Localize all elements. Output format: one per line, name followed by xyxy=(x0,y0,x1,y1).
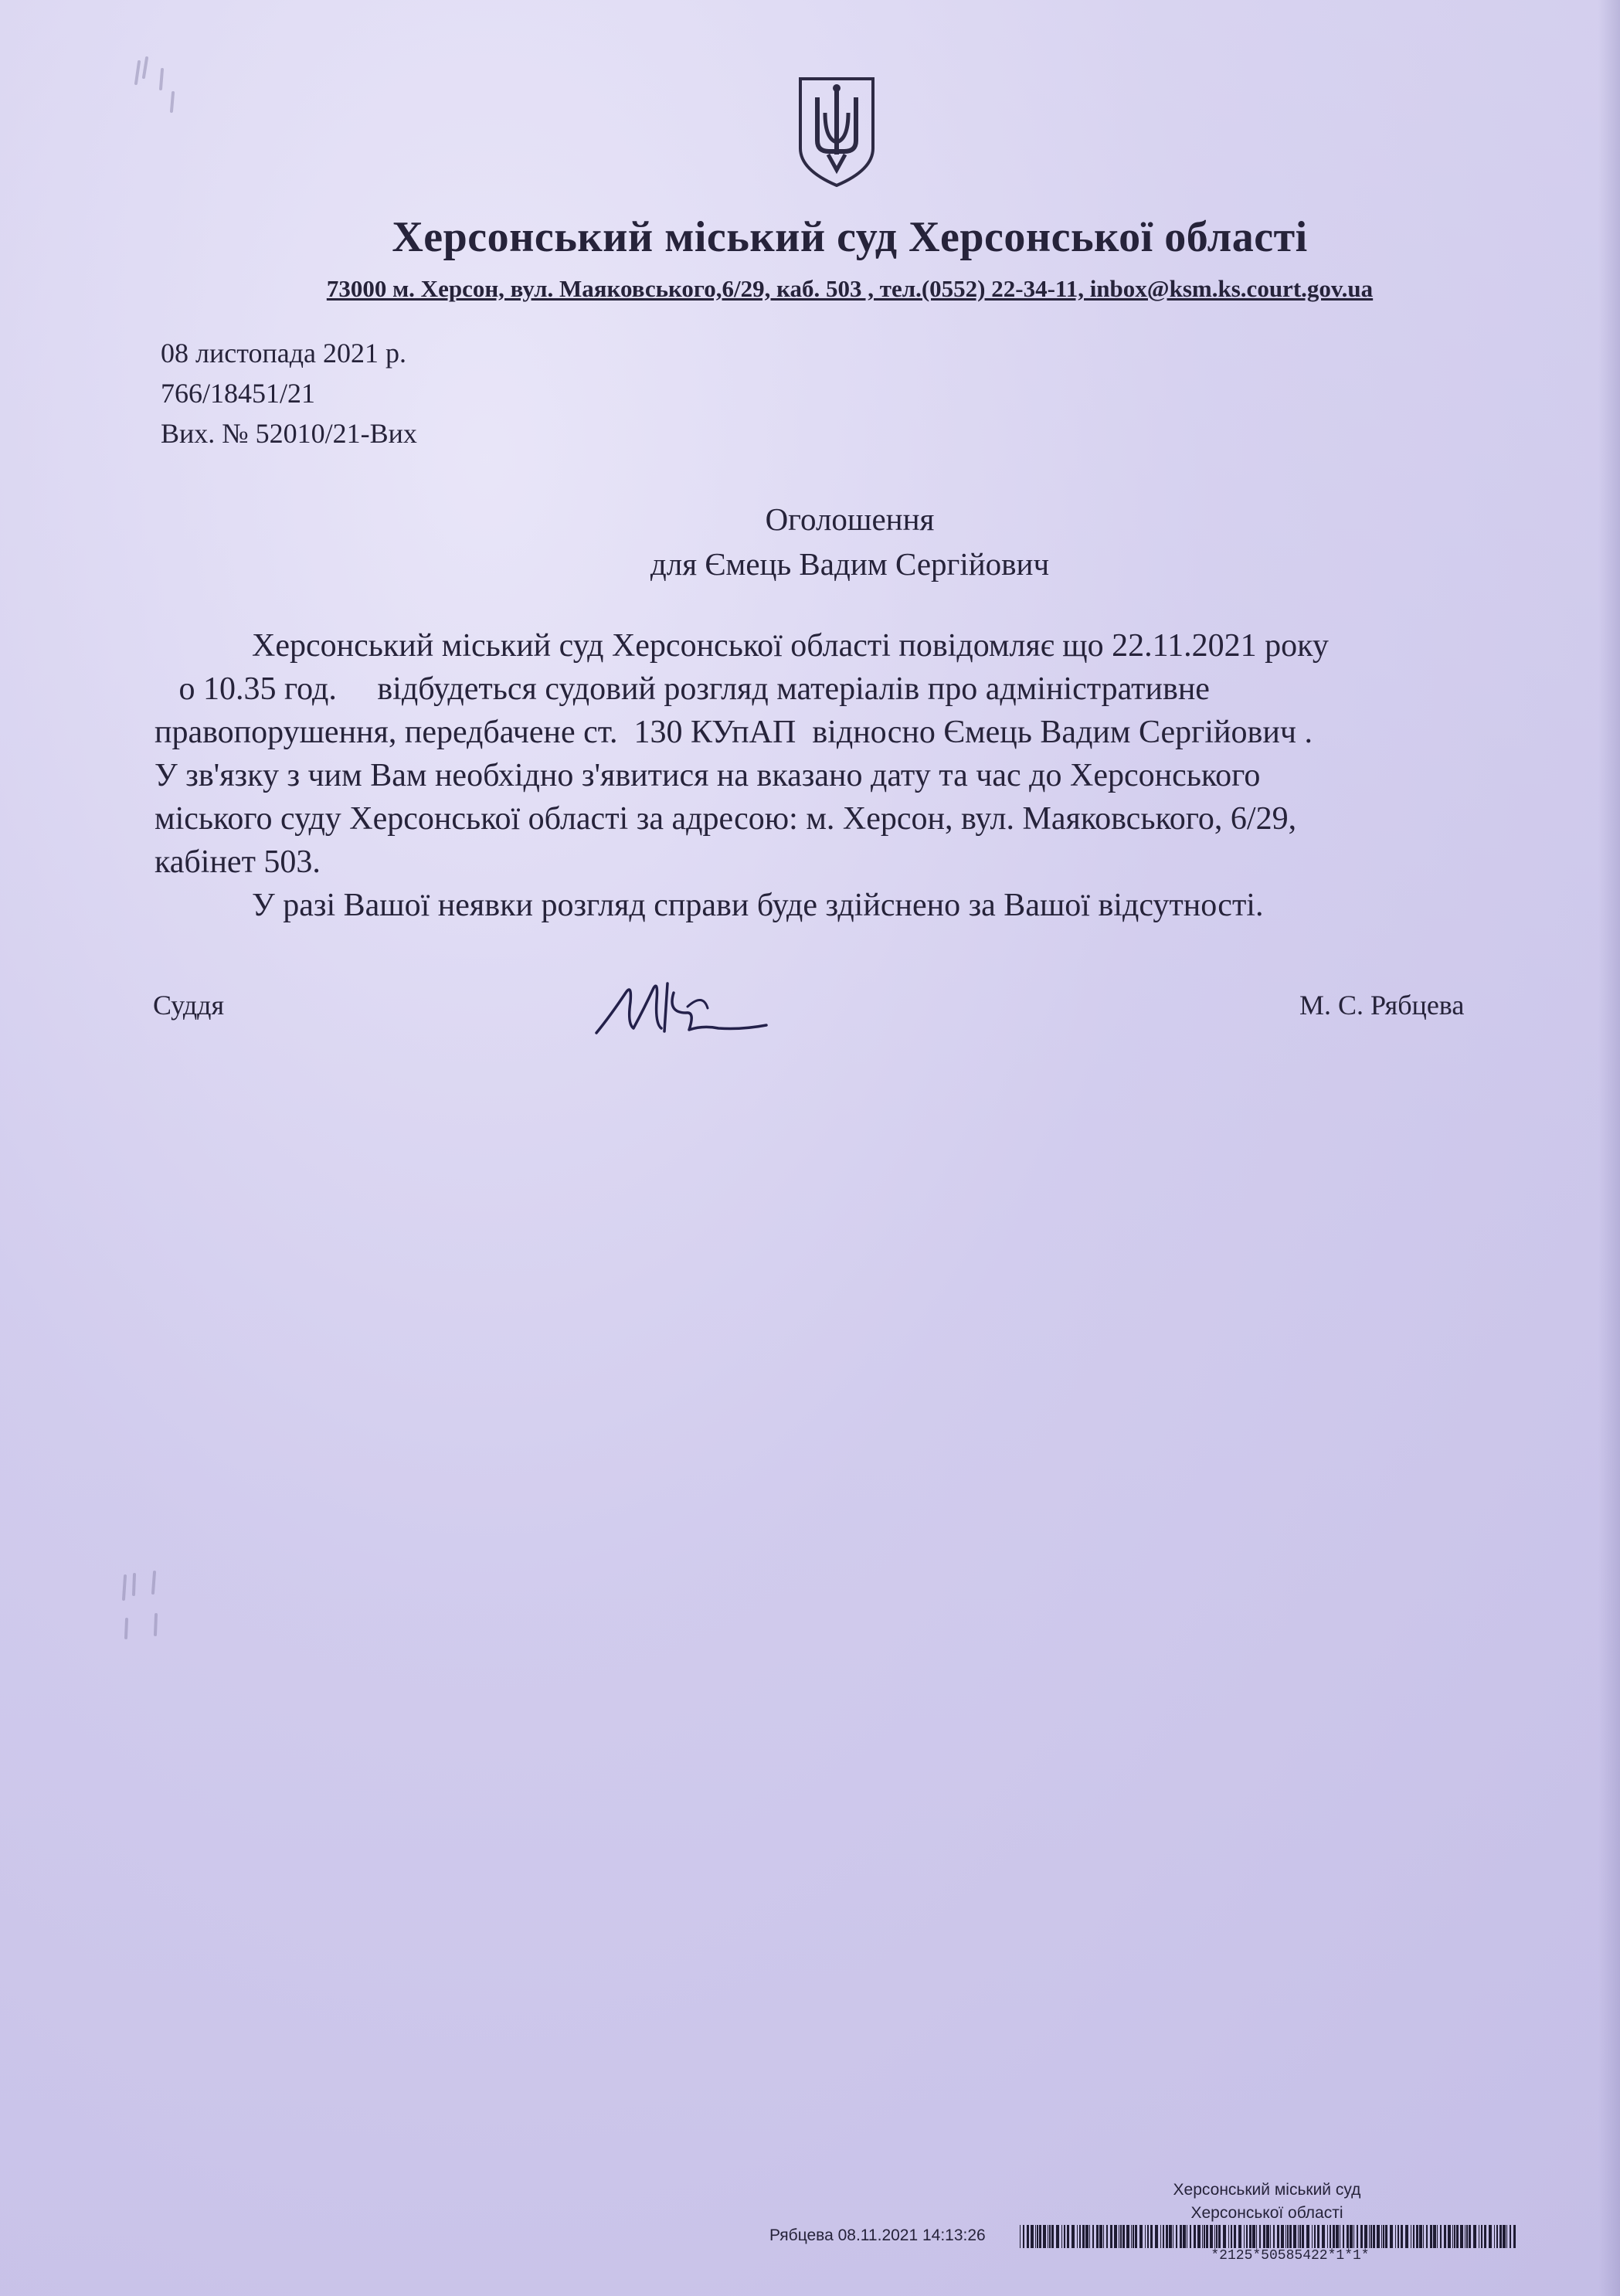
body-line: правопорушення, передбачене ст. 130 КУпАП відносно Ємець Вадим Сергійович . xyxy=(155,715,1313,750)
stamp-org-line: Херсонський міський суд xyxy=(1173,2181,1361,2199)
barcode-icon xyxy=(1020,2225,1519,2248)
coat-of-arms-icon xyxy=(794,74,879,189)
judge-title: Суддя xyxy=(153,990,225,1021)
stamp-organization xyxy=(1143,2179,1391,2225)
body-line: о 10.35 год. відбудеться судовий розгляд матеріалів про адміністративне xyxy=(155,671,1210,707)
ink-smudge xyxy=(108,1561,185,1653)
barcode-text: *2125*50585422*1*1* xyxy=(1211,2248,1370,2264)
document-date: 08 листопада 2021 р. xyxy=(161,338,407,369)
ink-smudge xyxy=(116,46,201,131)
handwritten-signature xyxy=(587,962,773,1055)
court-address: 73000 м. Херсон, вул. Маяковського,6/29, каб. 503 , тел.(0552) 22-34-11, inbox@ksm.ks.court.gov.ua xyxy=(326,275,1374,302)
stamp-signed-line: Рябцева 08.11.2021 14:13:26 xyxy=(769,2226,986,2244)
body-line: У разі Вашої неявки розгляд справи буде здійснено за Вашої відсутності. xyxy=(155,888,1264,923)
case-number: 766/18451/21 xyxy=(161,378,316,409)
judge-name: М. С. Рябцева xyxy=(1299,990,1465,1021)
notice-title: Оголошення xyxy=(765,501,935,537)
body-line: Херсонський міський суд Херсонської області повідомляє що 22.11.2021 року xyxy=(155,628,1329,664)
notice-body xyxy=(155,624,1537,927)
notice-addressee: для Ємець Вадим Сергійович xyxy=(650,546,1050,582)
body-line: У зв'язку з чим Вам необхідно з'явитися на вказано дату та час до Херсонського xyxy=(155,758,1261,793)
outgoing-number: Вих. № 52010/21-Вих xyxy=(161,418,417,449)
court-name: Херсонський міський суд Херсонської області xyxy=(392,213,1308,261)
body-line: міського суду Херсонської області за адресою: м. Херсон, вул. Маяковського, 6/29, xyxy=(155,801,1297,837)
page-edge-shadow xyxy=(1598,0,1620,2296)
stamp-org-line: Херсонської області xyxy=(1190,2204,1343,2222)
body-line: кабінет 503. xyxy=(155,844,321,880)
